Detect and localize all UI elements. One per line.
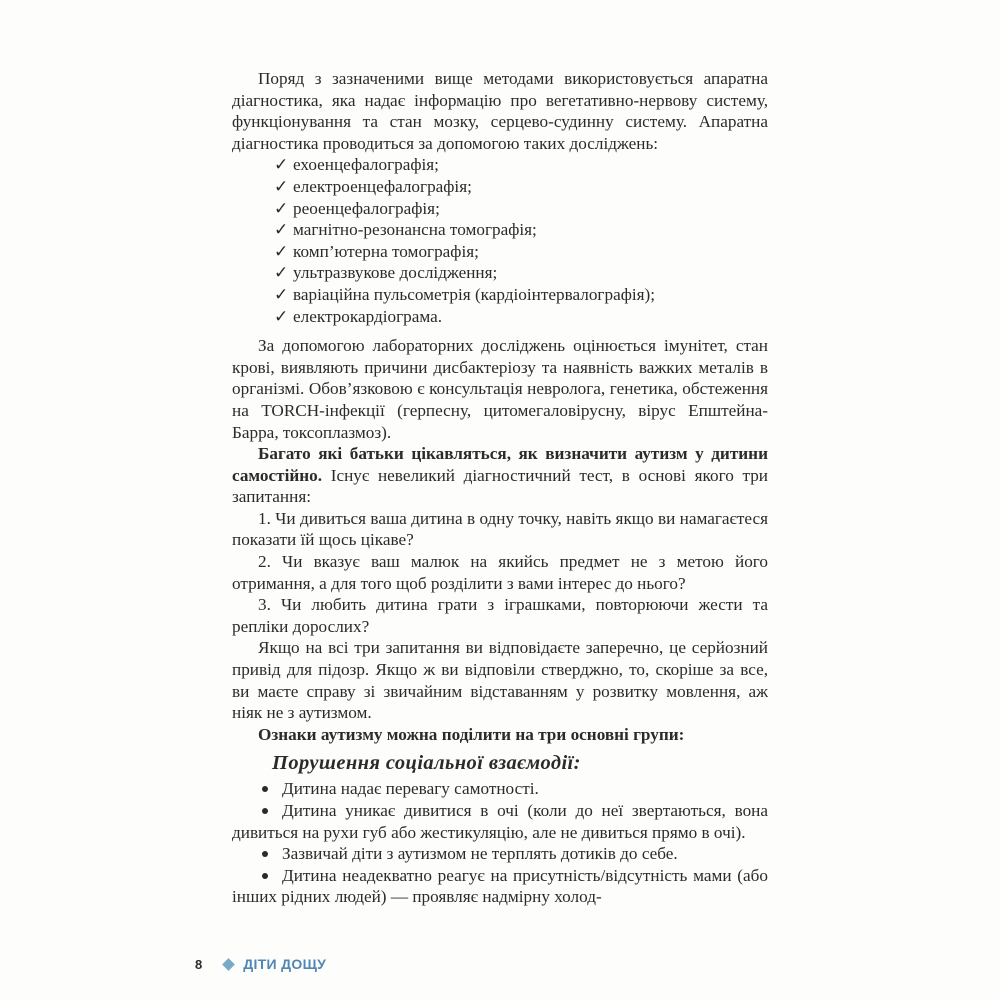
bullet-icon <box>262 851 268 857</box>
check-icon: ✓ <box>274 306 289 326</box>
book-title: ДІТИ ДОЩУ <box>243 956 327 972</box>
self-test-bold: Багато які батьки цікавляться, як визначити аутизм у дитини самостійно. <box>232 444 768 485</box>
question-1: 1. Чи дивиться ваша дитина в одну точку, навіть якщо ви намагаєтеся показати їй щось цікаве? <box>232 508 768 550</box>
list-item: ✓ електроенцефалографія; <box>274 176 472 196</box>
list-item: Дитина уникає дивитися в очі (коли до неї звертаються, вона дивиться на рухи губ або жестикуляцію, але не дивиться прямо в очі). <box>232 801 768 842</box>
bullet-icon <box>262 873 268 879</box>
section-heading: Порушення соціальної взаємодії: <box>272 752 581 775</box>
list-item: Дитина неадекватно реагує на присутність/відсутність мами (або інших рідних людей) — проявляє надмірну холод- <box>232 865 768 907</box>
bullet-icon <box>262 786 268 792</box>
list-item: ✓ магнітно-резонансна томографія; <box>274 220 537 240</box>
check-icon: ✓ <box>274 176 289 196</box>
list-item: ✓ реоенцефалографія; <box>274 198 440 218</box>
page-footer <box>195 955 326 973</box>
question-2: 2. Чи вказує ваш малюк на якийсь предмет не з метою його отримання, а для того щоб розділити з вами інтерес до нього? <box>232 552 768 593</box>
diamond-icon <box>222 958 235 971</box>
check-icon: ✓ <box>274 284 289 304</box>
page-text <box>232 68 768 908</box>
list-item: ✓ ехоенцефалографія; <box>274 155 439 175</box>
paragraph-lab: За допомогою лабораторних досліджень оцінюється імунітет, стан крові, виявляють причини дисбактеріозу та наявність важких металів в організмі. Обов’язковою є консультація невролога, генетика, обстеження на TORCH-інфекції (герпесну, цитомегаловірусну, вірус Епштейна-Барра, токсоплазмоз). <box>232 336 768 442</box>
list-item: Зазвичай діти з аутизмом не терплять дотиків до себе. <box>232 843 768 865</box>
check-icon: ✓ <box>274 198 289 218</box>
check-icon: ✓ <box>274 155 289 175</box>
self-test-rest: Існує невеликий діагностичний тест, в основі якого три запитання: <box>232 465 768 507</box>
check-icon: ✓ <box>274 220 289 240</box>
diagnostics-list <box>232 154 768 327</box>
check-icon: ✓ <box>274 263 289 283</box>
list-item: ✓ варіаційна пульсометрія (кардіоінтервалографія); <box>274 284 656 304</box>
paragraph-intro: Поряд з зазначеними вище методами використовується апаратна діагностика, яка надає інформацію про вегетативно-нервову систему, функціонування та стан мозку, серцево-судинну систему. Апаратна діагностика проводиться за допомогою таких досліджень: <box>232 69 768 153</box>
list-item: ✓ комп’ютерна томографія; <box>274 241 479 261</box>
paragraph-self-test <box>232 443 768 508</box>
list-item: ✓ ультразвукове дослідження; <box>274 263 498 283</box>
paragraph-groups: Ознаки аутизму можна поділити на три основні групи: <box>258 724 685 744</box>
signs-list <box>232 778 768 908</box>
page-number: 8 <box>195 956 203 972</box>
list-item: ✓ електрокардіограма. <box>274 306 443 326</box>
paragraph-answer: Якщо на всі три запитання ви відповідаєте заперечно, це серйозний привід для підозр. Якщо ж ви відповіли стверджно, то, скоріше за все, ви маєте справу зі звичайним відставанням у розвитку мовлення, аж ніяк не з аутизмом. <box>232 638 768 723</box>
bullet-icon <box>262 808 268 814</box>
check-icon: ✓ <box>274 241 289 261</box>
list-item: Дитина надає перевагу самотності. <box>232 778 768 800</box>
question-3: 3. Чи любить дитина грати з іграшками, повторюючи жести та репліки дорослих? <box>232 595 768 636</box>
